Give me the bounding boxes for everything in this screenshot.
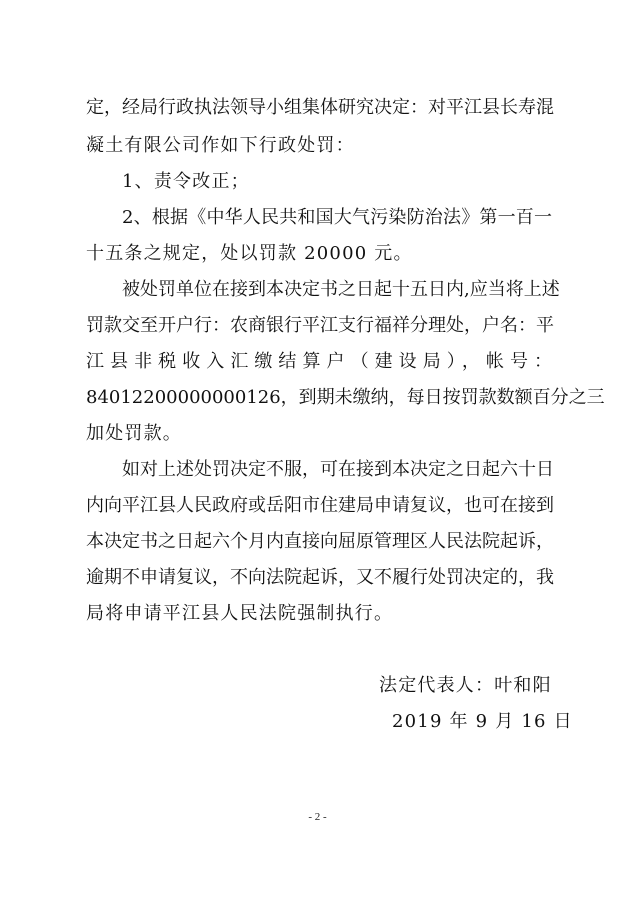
legal-representative: 法定代表人：叶和阳: [379, 675, 552, 696]
appeal-line-4: 逾期不申请复议，不向法院起诉，又不履行处罚决定的，我: [86, 567, 554, 588]
penalty-item-2: 2、根据《中华人民共和国大气污染防治法》第一百一: [122, 207, 552, 228]
penalty-item-1: 1、责令改正；: [122, 171, 250, 192]
appeal-line-1: 如对上述处罚决定不服，可在接到本决定之日起六十日: [122, 459, 554, 480]
appeal-line-5: 局将申请平江县人民法院强制执行。: [86, 603, 394, 624]
payment-line-3: 江县非税收入汇缴结算户（建设局），帐号：: [86, 351, 552, 372]
payment-line-1: 被处罚单位在接到本决定书之日起十五日内,应当将上述: [122, 279, 560, 300]
payment-line-2: 罚款交至开户行：农商银行平江支行福祥分理处，户名：平: [86, 315, 554, 336]
payment-line-4: 84012200000000126，到期未缴纳，每日按罚款数额百分之三: [86, 387, 605, 408]
page-number: - 2 -: [308, 811, 327, 823]
body-line-1: 定，经局行政执法领导小组集体研究决定：对平江县长寿混: [86, 97, 554, 118]
payment-line-5: 加处罚款。: [86, 423, 182, 444]
appeal-line-2: 内向平江县人民政府或岳阳市住建局申请复议，也可在接到: [86, 495, 554, 516]
body-line-2: 凝土有限公司作如下行政处罚：: [86, 135, 355, 156]
appeal-line-3: 本决定书之日起六个月内直接向屈原管理区人民法院起诉，: [86, 531, 554, 552]
signature-date: 2019 年 9 月 16 日: [392, 711, 573, 732]
penalty-item-2-cont: 十五条之规定，处以罚款 20000 元。: [86, 243, 413, 264]
